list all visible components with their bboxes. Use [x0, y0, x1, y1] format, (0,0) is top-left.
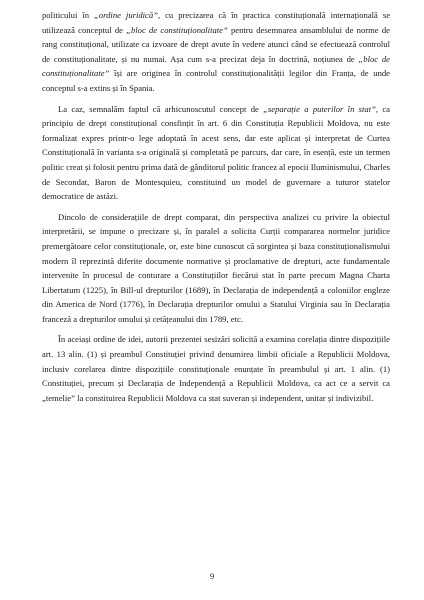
text-run: pentru desemnarea ansamblului de norme de rang constituțional, utilizate ca izvoare de drept avute în vedere atunci când se efectuează controlul de constituționalitate, și nu numai. Așa cum s-a precizat deja în doctrină, noțiunea de [42, 24, 390, 64]
italic-phrase: „separație a puterilor în stat” [263, 103, 376, 114]
text-run: politicului în [42, 10, 95, 20]
paragraph-1 [42, 8, 390, 96]
text-run: În aceiași ordine de idei, autorii prezentei sesizări solicită a examina corelația dintre dispozițiile art. 13 alin. (1) și preambul Constituției privind denumirea limbii oficiale a Republicii Moldova, inclusiv corelarea dintre dispozițiile constituționale enunțate în preambulul și art. 1 alin. (1) Constituției, precum și Declarația de Independență a Republicii Moldova, ca act ce a servit ca „temelie” la constituirea Republicii Moldova ca stat suveran și independent, unitar și indivizibil. [42, 334, 390, 403]
italic-phrase: „bloc de constituționalitate” [42, 53, 390, 79]
text-run: , ca principiu de drept constituțional consfințit în art. 6 din Constituția Republicii Moldova, nu este formalizat expres printr-o lege adoptată în acest sens, dar este aplicat și interpretat de Curtea Constituțională în varianta s-a originală și completată pe parcurs, dar care, în esență, este un termen politic creat și folosit pentru prima dată de gânditorul politic francez al epocii Iluminismului, Charles de Secondat, Baron de Montesquieu, constituind un model de guvernare a tuturor statelor democratice de astăzi. [42, 103, 390, 202]
italic-phrase: „ordine juridică” [94, 10, 158, 20]
text-run: își are originea în controlul constituționalității legilor din Franța, de unde conceptul s-a extins și în Spania. [42, 68, 390, 93]
page-number: 9 [209, 571, 215, 581]
italic-phrase: „bloc de constituționalitate” [126, 24, 228, 35]
text-run: La caz, semnalăm faptul că arhicunoscutul concept de [58, 103, 264, 114]
paragraph-2 [42, 102, 390, 204]
document-page [42, 8, 390, 405]
text-run: , cu precizarea că în practica constituțională internațională se utilizează conceptul de [42, 10, 391, 35]
paragraph-4 [42, 332, 390, 405]
paragraph-3 [42, 210, 390, 327]
text-run: Dincolo de considerațiile de drept comparat, din perspectiva analizei cu privire la obiectul interpretării, se impune o precizare și, în paralel a solicita Curții compararea normelor juridice premergătoare celor constituționale, or, este bine cunoscut că sorgintea și baza constituționalismului modern îl reprezintă diferite documente normative și proclamative de drepturi, acte fundamentale intervenite în procesul de conturare a Constituțiilor fiecărui stat în parte precum Magna Charta Libertatum (1225), în Bill-ul drepturilor (1689), în Declarația de independență a coloniilor engleze din America de Nord (1776), în Declarația drepturilor omului a Statului Virginia sau în Declarația franceză a drepturilor omului și cetățeanului din 1789, etc. [42, 211, 390, 324]
